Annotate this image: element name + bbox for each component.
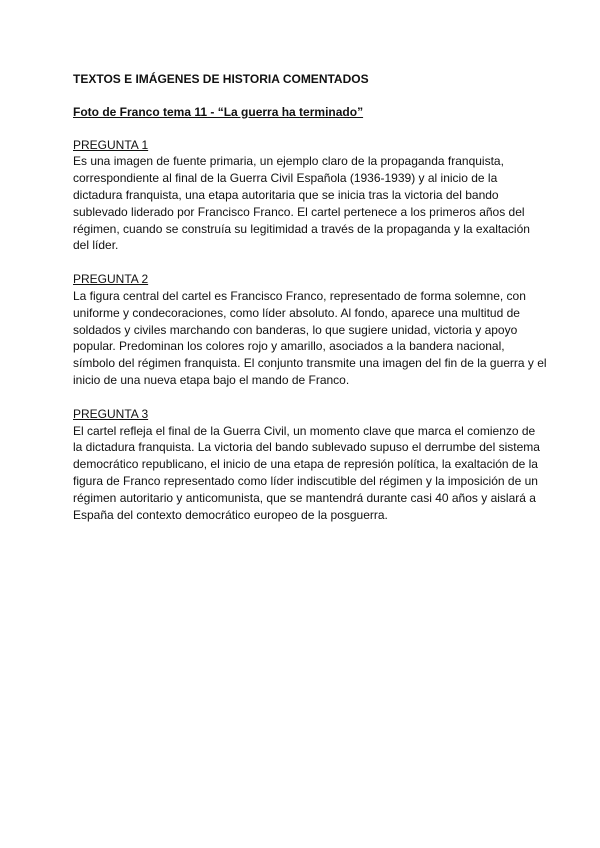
paragraph-line: régimen autoritario y anticomunista, que se mantendrá durante casi 40 años y aislará a xyxy=(73,490,536,505)
paragraph-line: la dictadura franquista. La victoria del bando sublevado supuso el derrumbe del sistema xyxy=(73,440,540,455)
paragraph-line: sublevado liderado por Francisco Franco. El cartel pertenece a los primeros años del xyxy=(73,204,525,219)
document-page xyxy=(73,71,563,540)
section-heading: PREGUNTA 2 xyxy=(73,272,149,287)
paragraph-line: España del contexto democrático europeo de la posguerra. xyxy=(73,507,388,522)
section-pregunta-1 xyxy=(73,137,563,255)
paragraph-line: uniforme y condecoraciones, como líder absoluto. Al fondo, aparece una multitud de xyxy=(73,305,520,320)
section-pregunta-2 xyxy=(73,271,563,389)
paragraph-line: Es una imagen de fuente primaria, un ejemplo claro de la propaganda franquista, xyxy=(73,154,504,169)
paragraph-line: popular. Predominan los colores rojo y amarillo, asociados a la bandera nacional, xyxy=(73,339,505,354)
paragraph-line: inicio de una nueva etapa bajo el mando de Franco. xyxy=(73,372,350,387)
paragraph-line: del líder. xyxy=(73,238,119,253)
paragraph-line: democrático republicano, el inicio de una etapa de represión política, la exaltación de la xyxy=(73,457,538,472)
section-pregunta-3 xyxy=(73,406,563,524)
document-title: TEXTOS E IMÁGENES DE HISTORIA COMENTADOS xyxy=(73,72,369,86)
paragraph-line: dictadura franquista, una etapa autoritaria que se inicia tras la victoria del bando xyxy=(73,187,499,202)
paragraph-line: símbolo del régimen franquista. El conjunto transmite una imagen del fin de la guerra y el xyxy=(73,356,547,371)
paragraph-line: figura de Franco representado como líder indiscutible del régimen y la imposición de un xyxy=(73,473,538,488)
section-heading: PREGUNTA 1 xyxy=(73,137,149,152)
paragraph-line: La figura central del cartel es Francisco Franco, representado de forma solemne, con xyxy=(73,288,526,303)
document-subtitle: Foto de Franco tema 11 - “La guerra ha terminado” xyxy=(73,104,364,119)
paragraph-line: El cartel refleja el final de la Guerra Civil, un momento clave que marca el comienzo de xyxy=(73,423,536,438)
paragraph-line: correspondiente al final de la Guerra Civil Española (1936-1939) y al inicio de la xyxy=(73,171,498,186)
paragraph-line: régimen, cuando se construía su legitimidad a través de la propaganda y la exaltación xyxy=(73,221,530,236)
paragraph-line: soldados y civiles marchando con banderas, lo que sugiere unidad, victoria y apoyo xyxy=(73,322,518,337)
section-heading: PREGUNTA 3 xyxy=(73,406,149,421)
